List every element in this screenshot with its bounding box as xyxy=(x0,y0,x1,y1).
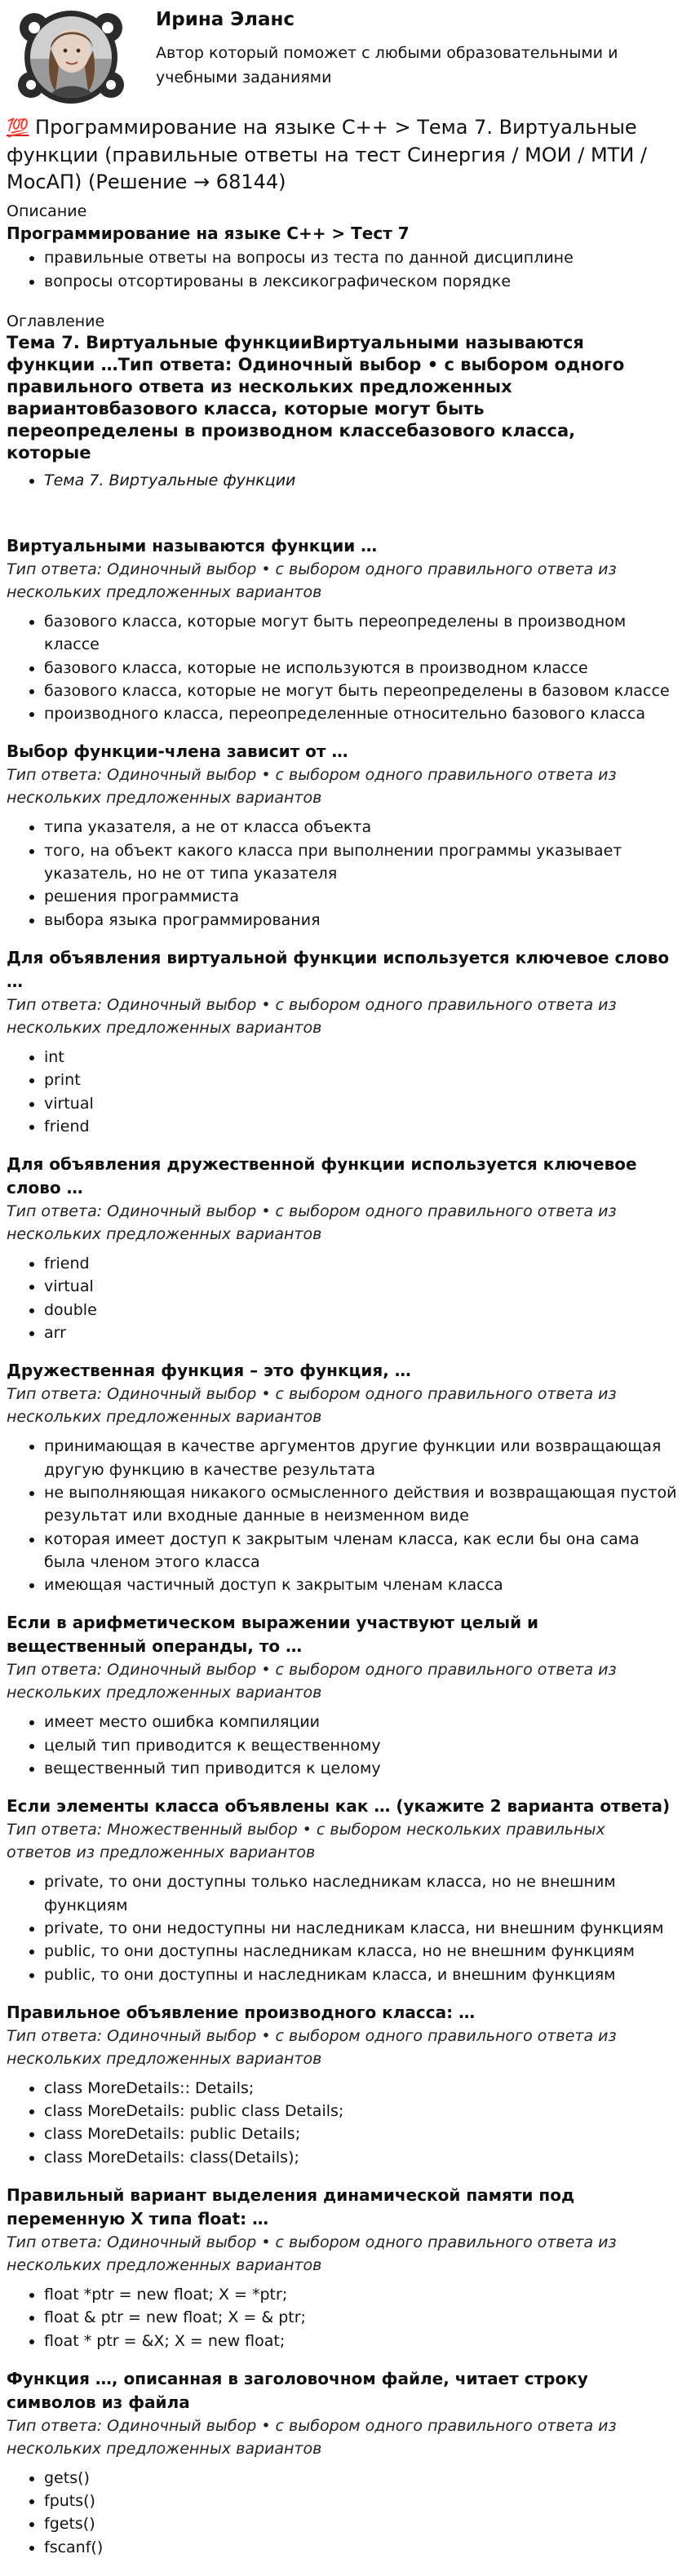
question-title: Функция …, описанная в заголовочном файле, читает строку символов из файла xyxy=(7,2368,588,2412)
answer-option: • принимающая в качестве аргументов другие функции или возвращающая другую функцию в качестве результата xyxy=(44,1435,680,1481)
toc-list xyxy=(7,469,684,492)
question xyxy=(7,1153,684,1344)
answer-option: • имеющая частичный доступ к закрытым членам класса xyxy=(44,1573,680,1596)
answer-list xyxy=(7,2283,684,2352)
answer-option: • class MoreDetails: public Details; xyxy=(44,2122,680,2145)
answer-option: • которая имеет доступ к закрытым членам класса, как если бы она сама была членом этого класса xyxy=(44,1528,680,1574)
answer-list xyxy=(7,1435,684,1596)
answer-option: • fputs() xyxy=(44,2490,680,2512)
answer-list xyxy=(7,1870,684,1985)
answer-option: • базового класса, которые не используются в производном классе xyxy=(44,657,680,679)
answer-option: • public, то они доступны наследникам класса, но не внешним функциям xyxy=(44,1940,680,1963)
toc-item[interactable]: • Тема 7. Виртуальные функции xyxy=(44,469,684,492)
avatar-image xyxy=(13,10,129,104)
question xyxy=(7,2184,684,2352)
answer-list xyxy=(7,2077,684,2169)
question xyxy=(7,946,684,1138)
answer-option: • print xyxy=(44,1069,680,1091)
answer-option: • friend xyxy=(44,1115,680,1138)
question xyxy=(7,1795,684,1985)
answer-option: • fscanf() xyxy=(44,2536,680,2559)
answer-option: • arr xyxy=(44,1321,680,1344)
answer-option: • virtual xyxy=(44,1275,680,1298)
answer-option: • class MoreDetails:: Details; xyxy=(44,2077,680,2100)
avatar[interactable] xyxy=(13,10,129,104)
answer-option: • fgets() xyxy=(44,2512,680,2535)
question xyxy=(7,740,684,931)
question-title: Правильный вариант выделения динамической памяти под переменную X типа float: … xyxy=(7,2184,575,2229)
question-type: Тип ответа: Одиночный выбор • с выбором одного правильного ответа из нескольких предложенных вариантов xyxy=(7,995,617,1037)
description-label: Описание xyxy=(7,202,87,220)
answer-option: • private, то они доступны только наследникам класса, но не внешним функциям xyxy=(44,1870,680,1917)
page-title xyxy=(7,114,675,196)
question-title: Виртуальными называются функции … xyxy=(7,536,378,555)
question-title: Если элементы класса объявлены как … (укажите 2 варианта ответа) xyxy=(7,1796,671,1817)
question-title: Правильное объявление производного класса: … xyxy=(7,2002,476,2022)
answer-option: • типа указателя, а не от класса объекта xyxy=(44,816,680,839)
author-description: Автор который поможет с любыми образовательными и учебными заданиями xyxy=(156,44,618,86)
description-item: • вопросы отсортированы в лексикографическом порядке xyxy=(44,270,680,294)
answer-option: • class MoreDetails: public class Details; xyxy=(44,2100,680,2122)
question-type: Тип ответа: Одиночный выбор • с выбором одного правильного ответа из нескольких предложенных вариантов xyxy=(7,560,617,601)
answer-option: • имеет место ошибка компиляции xyxy=(44,1711,680,1733)
question-type: Тип ответа: Одиночный выбор • с выбором одного правильного ответа из нескольких предложенных вариантов xyxy=(7,1202,617,1244)
question-title: Для объявления дружественной функции используется ключевое слово … xyxy=(7,1154,637,1198)
question-type: Тип ответа: Одиночный выбор • с выбором одного правильного ответа из нескольких предложенных вариантов xyxy=(7,1661,617,1702)
author-header xyxy=(7,0,684,114)
answer-option: • gets() xyxy=(44,2467,680,2490)
answer-option: • вещественный тип приводится к целому xyxy=(44,1757,680,1780)
question xyxy=(7,2367,684,2559)
questions-list xyxy=(7,534,684,2559)
page-title-text: Программирование на языке С++ > Тема 7. Виртуальные функции (правильные ответы на тест Синергия / МОИ / МТИ / МосАП) (Решение → 68144) xyxy=(7,116,648,193)
hundred-points-icon: 💯 xyxy=(7,118,29,139)
question xyxy=(7,2001,684,2169)
toc-title: Тема 7. Виртуальные функцииВиртуальными называются функции …Тип ответа: Одиночный выбор • с выбором одного правильного ответа из нескольких предложенных вариантовбазового класса, которые могут быть переопределены в производном классебазового класса, которые xyxy=(7,333,625,463)
answer-option: • решения программиста xyxy=(44,885,680,908)
question xyxy=(7,1359,684,1596)
answer-option: • производного класса, переопределенные относительно базового класса xyxy=(44,702,680,725)
answer-option: • базового класса, которые не могут быть переопределены в базовом классе xyxy=(44,679,680,702)
answer-list xyxy=(7,610,684,725)
answer-option: • не выполняющая никакого осмысленного действия и возвращающая пустой результат или входные данные в неизменном виде xyxy=(44,1481,680,1528)
description-list xyxy=(7,246,684,293)
answer-option: • class MoreDetails: class(Details); xyxy=(44,2146,680,2169)
answer-list xyxy=(7,1711,684,1780)
question-type: Тип ответа: Одиночный выбор • с выбором одного правильного ответа из нескольких предложенных вариантов xyxy=(7,766,617,808)
question-title: Для объявления виртуальной функции используется ключевое слово … xyxy=(7,947,670,991)
answer-option: • private, то они недоступны ни наследникам класса, ни внешним функциям xyxy=(44,1917,680,1940)
answer-option: • целый тип приводится к вещественному xyxy=(44,1734,680,1757)
answer-list xyxy=(7,1252,684,1344)
description-title: Программирование на языке С++ > Тест 7 xyxy=(7,224,410,243)
question xyxy=(7,1611,684,1780)
answer-option: • того, на объект какого класса при выполнении программы указывает указатель, но не от типа указателя xyxy=(44,839,680,886)
answer-list xyxy=(7,816,684,931)
question-type: Тип ответа: Одиночный выбор • с выбором одного правильного ответа из нескольких предложенных вариантов xyxy=(7,2026,617,2068)
answer-option: • virtual xyxy=(44,1092,680,1115)
question-title: Если в арифметическом выражении участвуют целый и вещественный операнды, то … xyxy=(7,1613,539,1657)
answer-option: • friend xyxy=(44,1252,680,1275)
question xyxy=(7,534,684,725)
answer-list xyxy=(7,1046,684,1138)
answer-option: • float * ptr = &X; X = new float; xyxy=(44,2330,680,2352)
answer-option: • float *ptr = new float; X = *ptr; xyxy=(44,2283,680,2306)
answer-option: • double xyxy=(44,1299,680,1321)
toc-label: Оглавление xyxy=(7,312,105,330)
answer-option: • public, то они доступны и наследникам класса, и внешним функциям xyxy=(44,1963,680,1986)
answer-option: • базового класса, которые могут быть переопределены в производном классе xyxy=(44,610,680,657)
question-type: Тип ответа: Одиночный выбор • с выбором одного правильного ответа из нескольких предложенных вариантов xyxy=(7,1385,617,1427)
question-type: Тип ответа: Одиночный выбор • с выбором одного правильного ответа из нескольких предложенных вариантов xyxy=(7,2233,617,2274)
answer-option: • выбора языка программирования xyxy=(44,909,680,932)
question-type: Тип ответа: Одиночный выбор • с выбором одного правильного ответа из нескольких предложенных вариантов xyxy=(7,2416,617,2458)
question-title: Выбор функции-члена зависит от … xyxy=(7,741,348,762)
question-title: Дружественная функция – это функция, … xyxy=(7,1361,411,1381)
answer-option: • int xyxy=(44,1046,680,1069)
answer-option: • float & ptr = new float; X = & ptr; xyxy=(44,2306,680,2329)
author-name[interactable]: Ирина Эланс xyxy=(156,9,295,30)
answer-list xyxy=(7,2467,684,2559)
description-item: • правильные ответы на вопросы из теста по данной дисциплине xyxy=(44,246,680,270)
question-type: Тип ответа: Множественный выбор • с выбором нескольких правильных ответов из предложенных вариантов xyxy=(7,1821,605,1862)
